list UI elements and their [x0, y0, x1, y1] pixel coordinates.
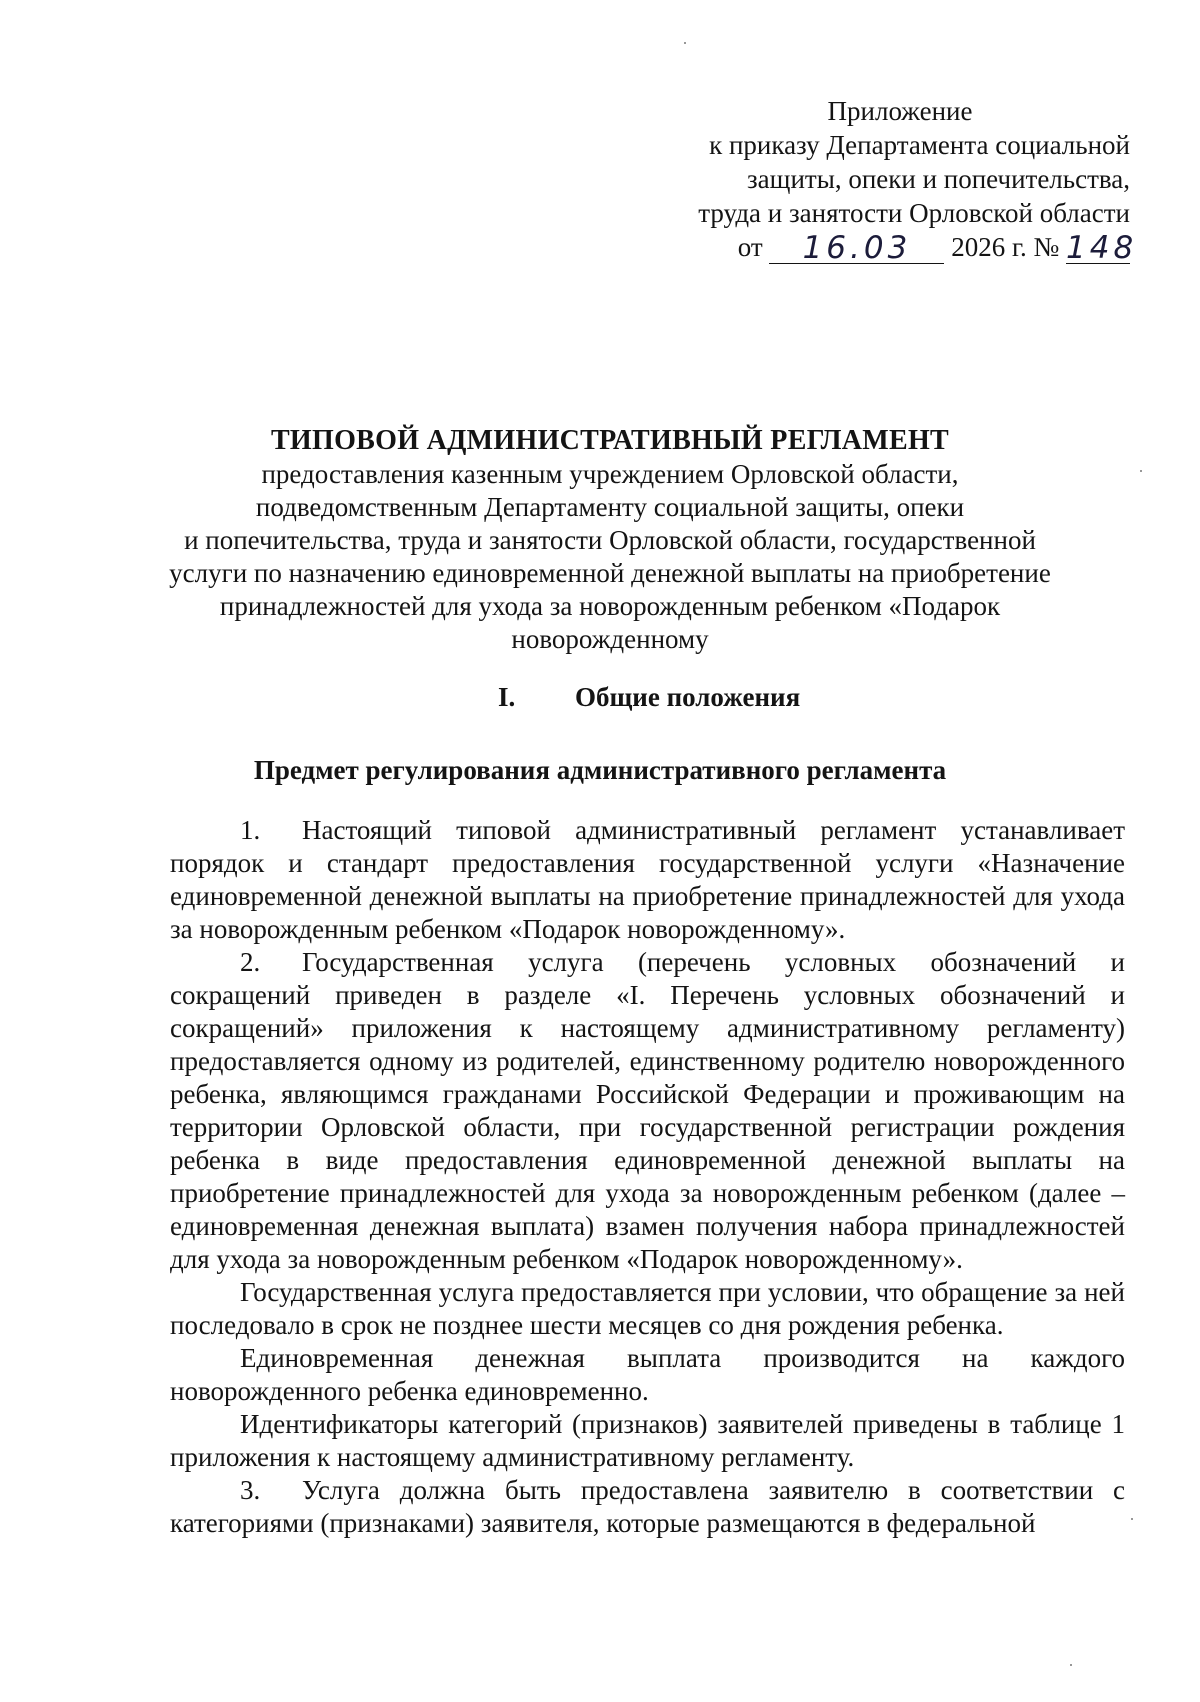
- scan-speck: [1140, 470, 1142, 472]
- paragraph: [170, 946, 1125, 1276]
- order-date-row: [610, 230, 1138, 266]
- paragraph: [170, 814, 1125, 946]
- header-line: к приказу Департамента социальной: [709, 130, 1130, 160]
- header-line: труда и занятости Орловской области: [698, 198, 1130, 228]
- paragraph: [170, 1408, 1125, 1474]
- header-line: Приложение: [827, 96, 973, 126]
- paragraph-text: Государственная услуга (перечень условных обозначений и сокращений приведен в разделе «I. Перечень условных обозначений и сокращений» приложения к настоящему административному регламенту) предоставляется одному из родителей, единственному родителю новорожденного ребенка, являющимся гражданами Российской Федерации и проживающим на территории Орловской области, при государственной регистрации рождения ребенка в виде предоставления единовременной денежной выплаты на приобретение принадлежностей для ухода за новорожденным ребенком (далее – единовременная денежная выплата) взамен получения набора принадлежностей для ухода за новорожденным ребенком «Подарок новорожденному».: [170, 947, 1125, 1274]
- scan-speck: [1070, 1664, 1072, 1666]
- handwritten-date: 16.03: [769, 233, 944, 264]
- subtitle-line: новорожденному: [511, 624, 709, 654]
- subtitle-line: услуги по назначению единовременной денежной выплаты на приобретение: [169, 558, 1051, 588]
- document-body: [170, 814, 1125, 1540]
- document-title-block: [150, 424, 1070, 656]
- section-title: Общие положения: [575, 682, 801, 712]
- paragraph-text: Настоящий типовой административный регламент устанавливает порядок и стандарт предоставления государственной услуги «Назначение единовременной денежной выплаты на приобретение принадлежностей для ухода за новорожденным ребенком «Подарок новорожденному».: [170, 815, 1125, 944]
- header-line: защиты, опеки и попечительства,: [747, 164, 1130, 194]
- paragraph-text: Государственная услуга предоставляется при условии, что обращение за ней последовало в срок не позднее шести месяцев со дня рождения ребенка.: [170, 1277, 1125, 1340]
- handwritten-order-number: 148: [1066, 230, 1138, 266]
- document-title: ТИПОВОЙ АДМИНИСТРАТИВНЫЙ РЕГЛАМЕНТ: [270, 425, 950, 456]
- scan-speck: [684, 42, 686, 44]
- paragraph: [170, 1342, 1125, 1408]
- subsection-heading: Предмет регулирования административного регламента: [253, 755, 947, 785]
- date-prefix: от: [737, 232, 763, 262]
- paragraph-text: Услуга должна быть предоставлена заявителю в соответствии с категориями (признаками) заявителя, которые размещаются в федеральной: [170, 1475, 1125, 1538]
- paragraph-number: 1.: [240, 815, 261, 845]
- document-subtitle: [150, 458, 1070, 656]
- paragraph: [170, 1276, 1125, 1342]
- paragraph: [170, 1474, 1125, 1540]
- paragraph-number: 3.: [240, 1475, 261, 1505]
- paragraph-number: 2.: [240, 947, 261, 977]
- year-number-label: 2026 г. №: [951, 232, 1060, 262]
- subtitle-line: подведомственным Департаменту социальной защиты, опеки: [255, 492, 965, 522]
- paragraph-text: Идентификаторы категорий (признаков) заявителей приведены в таблице 1 приложения к настоящему административному регламенту.: [170, 1409, 1125, 1472]
- scan-speck: [1131, 1518, 1133, 1520]
- paragraph-text: Единовременная денежная выплата производится на каждого новорожденного ребенка единовременно.: [170, 1343, 1125, 1406]
- subtitle-line: предоставления казенным учреждением Орловской области,: [261, 459, 959, 489]
- subtitle-line: принадлежностей для ухода за новорожденным ребенком «Подарок: [219, 591, 1001, 621]
- section-number: I.: [498, 682, 516, 712]
- approval-header: [610, 94, 1138, 266]
- subtitle-line: и попечительства, труда и занятости Орловской области, государственной: [184, 525, 1036, 555]
